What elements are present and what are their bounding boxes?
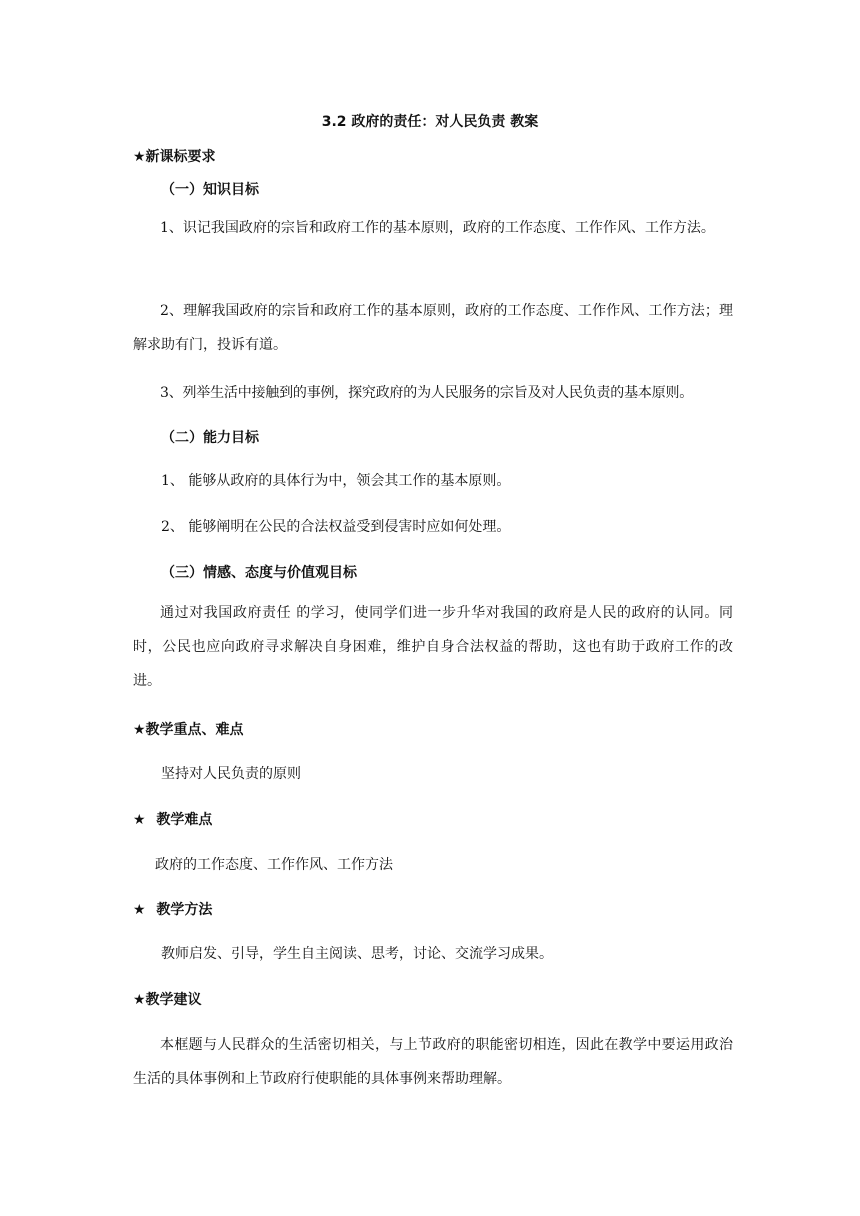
heading-suggestion: ★教学建议 [133, 992, 202, 1008]
paragraph-knowledge-1 [133, 211, 733, 245]
paragraph-difficulty: 政府的工作态度、工作作风、工作方法 [155, 857, 393, 873]
paragraph-values [133, 596, 733, 698]
heading-key-points: ★教学重点、难点 [133, 722, 244, 738]
paragraph-text: 1、识记我国政府的宗旨和政府工作的基本原则，政府的工作态度、工作作风、工作方法。 [160, 220, 715, 236]
paragraph-ability-1: 1、 能够从政府的具体行为中，领会其工作的基本原则。 [161, 473, 511, 489]
paragraph-knowledge-2 [133, 294, 733, 362]
paragraph-ability-2: 2、 能够阐明在公民的合法权益受到侵害时应如何处理。 [161, 519, 511, 535]
paragraph-text: 通过对我国政府责任 的学习，使同学们进一步升华对我国的政府是人民的政府的认同。同时，公民也应向政府寻求解决自身困难，维护自身合法权益的帮助，这也有助于政府工作的改进。 [133, 605, 733, 689]
paragraph-knowledge-3 [133, 376, 733, 410]
heading-curriculum: ★新课标要求 [133, 149, 216, 165]
paragraph-text: 本框题与人民群众的生活密切相关，与上节政府的职能密切相连，因此在教学中要运用政治生活的具体事例和上节政府行使职能的具体事例来帮助理解。 [133, 1037, 733, 1087]
paragraph-suggestion [133, 1028, 733, 1096]
subheading-ability: （二）能力目标 [161, 430, 259, 446]
subheading-knowledge: （一）知识目标 [161, 182, 259, 198]
page-title: 3.2 政府的责任：对人民负责 教案 [321, 114, 539, 130]
paragraph-text: 3、列举生活中接触到的事例，探究政府的为人民服务的宗旨及对人民负责的基本原则。 [160, 385, 694, 401]
subheading-values: （三）情感、态度与价值观目标 [161, 565, 357, 581]
paragraph-text: 2、理解我国政府的宗旨和政府工作的基本原则，政府的工作态度、工作作风、工作方法；理解求助有门，投诉有道。 [133, 303, 733, 353]
paragraph-method: 教师启发、引导，学生自主阅读、思考，讨论、交流学习成果。 [161, 946, 553, 962]
heading-difficulty: ★ 教学难点 [133, 812, 213, 828]
heading-method: ★ 教学方法 [133, 902, 213, 918]
paragraph-key-points: 坚持对人民负责的原则 [161, 766, 301, 782]
